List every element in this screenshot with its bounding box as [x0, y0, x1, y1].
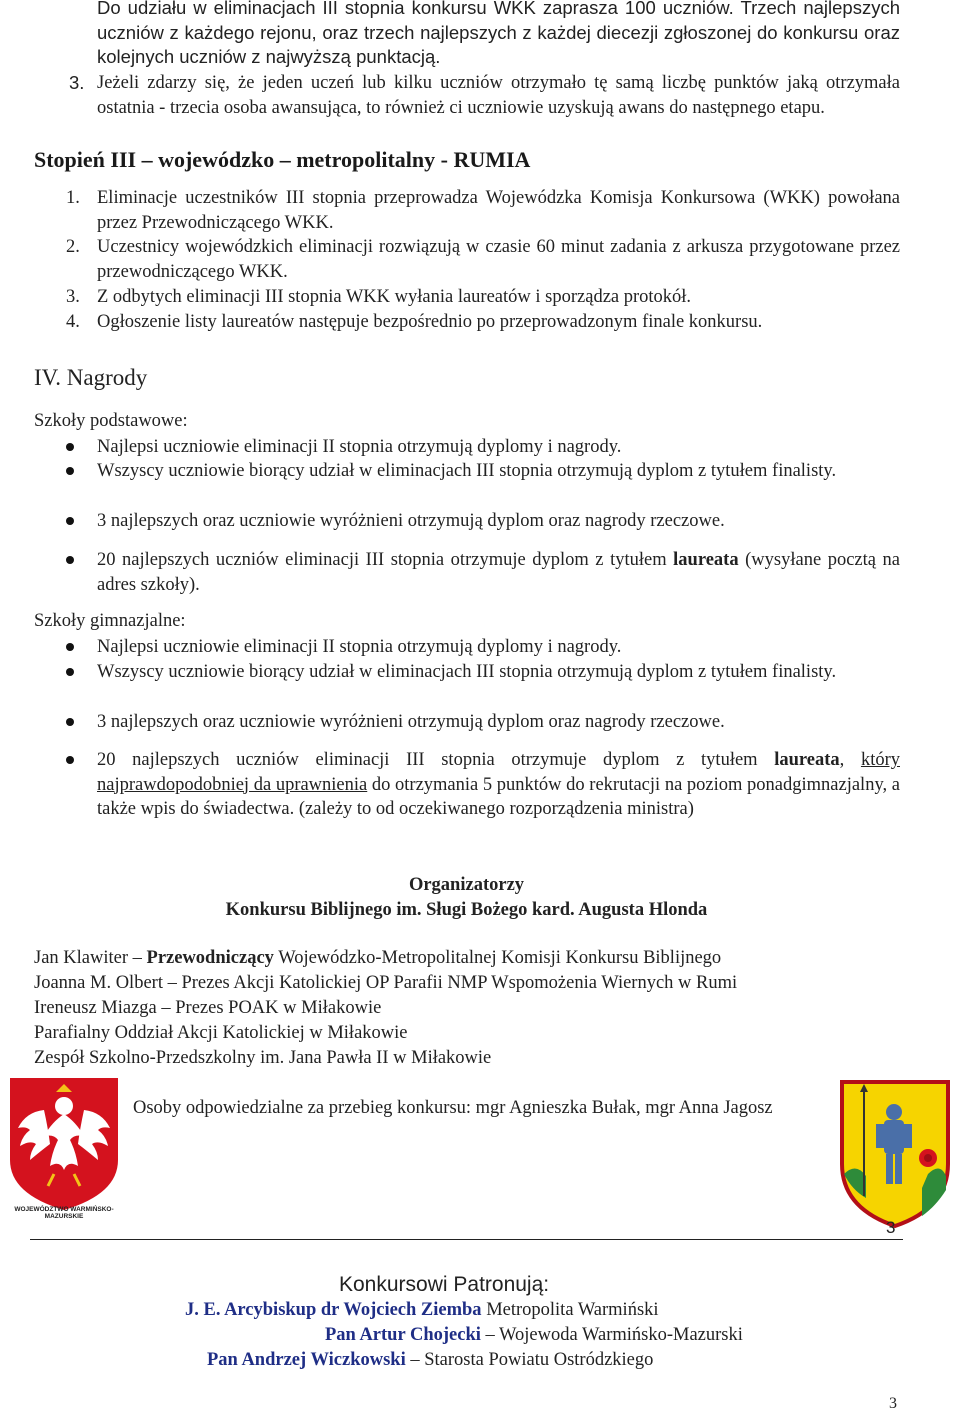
stage3-item2-number: 2.: [66, 237, 80, 257]
organizer-line-1: Jan Klawiter – Przewodniczący Wojewódzko-Metropolitalnej Komisji Konkursu Biblijnego: [34, 948, 722, 968]
organizers-title: Organizatorzy: [408, 875, 525, 895]
knight-coat-of-arms: [836, 1078, 954, 1230]
page-number-bottom: 3: [889, 1395, 897, 1412]
bullet-icon: [66, 467, 74, 475]
primary-bullet-2: Wszyscy uczniowie biorący udział w eliminacjach III stopnia otrzymują dyplom z tytułem finalisty.: [97, 461, 837, 481]
stage3-item1-number: 1.: [66, 188, 80, 208]
stage3-heading: Stopień III – wojewódzko – metropolitalny - RUMIA: [34, 147, 531, 172]
organizer-line-3: Ireneusz Miazga – Prezes POAK w Miłakowie: [34, 998, 382, 1018]
organizer-line-4: Parafialny Oddział Akcji Katolickiej w Miłakowie: [34, 1023, 408, 1043]
intro-item3-text: Jeżeli zdarzy się, że jeden uczeń lub kilku uczniów otrzymało tę samą liczbę punktów jaką otrzymała ostatnia - trzecia osoba awansująca, to również ci uczniowie uzyskują awans do następnego etapu.: [97, 73, 900, 118]
page-divider: [30, 1239, 903, 1240]
patron-line-3: Pan Andrzej Wiczkowski – Starosta Powiatu Ostródzkiego: [207, 1350, 654, 1370]
intro-item3-number: 3.: [69, 72, 85, 93]
gymnasium-bullet-2: Wszyscy uczniowie biorący udział w eliminacjach III stopnia otrzymują dyplom z tytułem finalisty.: [97, 662, 837, 682]
bullet-icon: [66, 643, 74, 651]
primary-heading: Szkoły podstawowe:: [34, 411, 188, 431]
stage3-item2-text: Uczestnicy wojewódzkich eliminacji rozwiązują w czasie 60 minut zadania z arkusza przygotowane przez przewodniczącego WKK.: [97, 237, 900, 282]
patron-line-1: J. E. Arcybiskup dr Wojciech Ziemba Metropolita Warmiński: [185, 1300, 659, 1320]
stage3-item4-text: Ogłoszenie listy laureatów następuje bezpośrednio po przeprowadzonym finale konkursu.: [97, 312, 763, 332]
organizer-line-2: Joanna M. Olbert – Prezes Akcji Katolickiej OP Parafii NMP Wspomożenia Wiernych w Rumi: [34, 973, 738, 993]
bullet-icon: [66, 756, 74, 764]
emblem-caption: WOJEWÓDZTWO WARMIŃSKO-MAZURSKIE: [14, 1206, 114, 1220]
primary-bullet-4: 20 najlepszych uczniów eliminacji III stopnia otrzymuje dyplom z tytułem laureata (wysyłane pocztą na adres szkoły).: [97, 550, 900, 595]
bullet-icon: [66, 668, 74, 676]
bullet-icon: [66, 517, 74, 525]
polish-eagle-emblem: [4, 1074, 124, 1220]
gymnasium-heading: Szkoły gimnazjalne:: [34, 611, 186, 631]
primary-bullet-3: 3 najlepszych oraz uczniowie wyróżnieni otrzymują dyplom oraz nagrody rzeczowe.: [97, 511, 725, 531]
patron-line-2: Pan Artur Chojecki – Wojewoda Warmińsko-Mazurski: [325, 1325, 743, 1345]
organizer-line-5: Zespół Szkolno-Przedszkolny im. Jana Pawła II w Miłakowie: [34, 1048, 492, 1068]
gymnasium-bullet-4: 20 najlepszych uczniów eliminacji III stopnia otrzymuje dyplom z tytułem laureata, który najprawdopodobniej da uprawnienia do otrzymania 5 punktów do rekrutacji na poziom ponadgimnazjalny, a także wpis do świadectwa. (zależy to od oczekiwanego rozporządzenia ministra): [97, 750, 900, 819]
bullet-icon: [66, 718, 74, 726]
stage3-item3-number: 3.: [66, 287, 80, 307]
stage3-item3-text: Z odbytych eliminacji III stopnia WKK wyłania laureatów i sporządza protokół.: [97, 287, 692, 307]
primary-bullet-1: Najlepsi uczniowie eliminacji II stopnia otrzymują dyplomy i nagrody.: [97, 437, 622, 457]
intro-paragraph: Do udziału w eliminacjach III stopnia konkursu WKK zaprasza 100 uczniów. Trzech najlepszych uczniów z każdego rejonu, oraz trzech najlepszych z każdej diecezji zgłoszonej do konkursu oraz kolejnych uczniów z najwyższą punktacją.: [97, 0, 900, 67]
stage3-item4-number: 4.: [66, 312, 80, 332]
bullet-icon: [66, 443, 74, 451]
gymnasium-bullet-3: 3 najlepszych oraz uczniowie wyróżnieni otrzymują dyplom oraz nagrody rzeczowe.: [97, 712, 725, 732]
patrons-title: Konkursowi Patronują:: [339, 1273, 550, 1296]
gymnasium-bullet-1: Najlepsi uczniowie eliminacji II stopnia otrzymują dyplomy i nagrody.: [97, 637, 622, 657]
organizers-subtitle: Konkursu Biblijnego im. Sługi Bożego kard. Augusta Hlonda: [225, 900, 708, 920]
page-number: 3: [886, 1218, 896, 1237]
awards-heading: IV. Nagrody: [34, 365, 148, 390]
responsible-persons: Osoby odpowiedzialne za przebieg konkursu: mgr Agnieszka Bułak, mgr Anna Jagosz: [133, 1098, 773, 1118]
stage3-item1-text: Eliminacje uczestników III stopnia przeprowadza Wojewódzka Komisja Konkursowa (WKK) powołana przez Przewodniczącego WKK.: [97, 188, 900, 233]
bullet-icon: [66, 556, 74, 564]
